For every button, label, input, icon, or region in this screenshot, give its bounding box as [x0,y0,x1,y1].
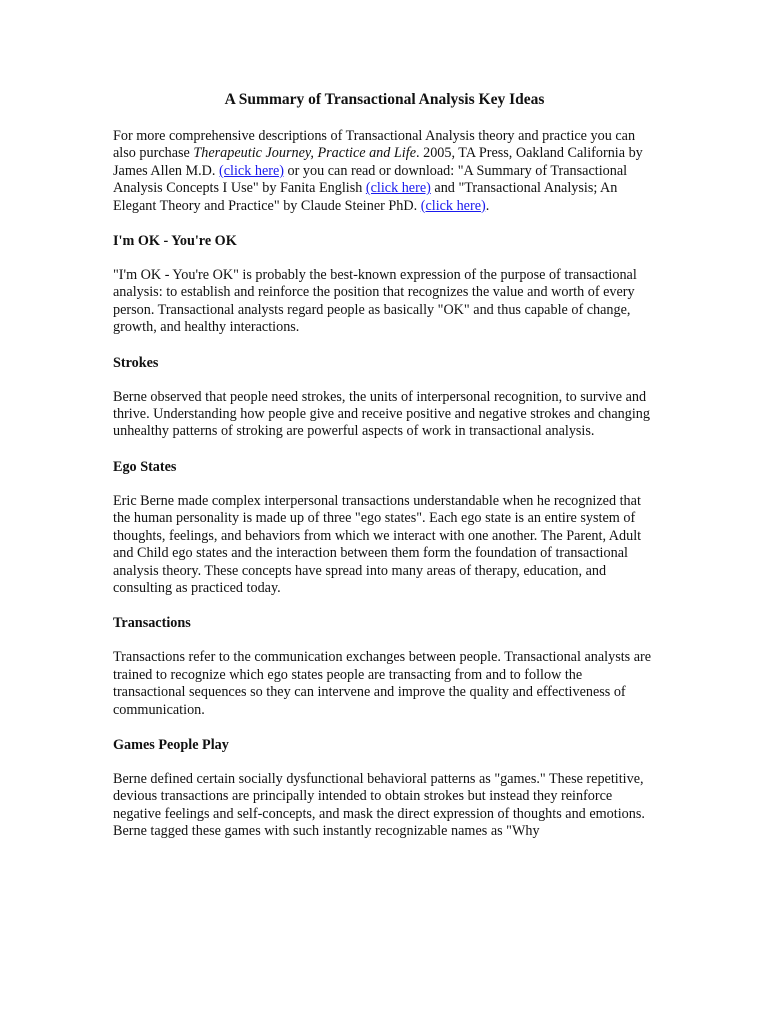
section-heading-strokes: Strokes [113,354,159,371]
click-here-link-steiner[interactable]: (click here) [420,197,486,214]
intro-paragraph [113,128,656,215]
document-title: A Summary of Transactional Analysis Key Ideas [224,91,545,108]
section-body-ego-states: Eric Berne made complex interpersonal transactions understandable when he recognized that the human personality is made up of three "ego states". Each ego state is an entire system of thoughts, feelings, and behaviors from which we interact with one another. The Parent, Adult and Child ego states and the interaction between them form the foundation of transactional analysis theory. These concepts have spread into many areas of therapy, education, and consulting as practiced today. [113,492,642,596]
intro-text-4: and "Transactional Analysis; An Elegant Theory and Practice" by Claude Steiner PhD. [113,180,618,214]
section-body-strokes: Berne observed that people need strokes, the units of interpersonal recognition, to survive and thrive. Understanding how people give and receive positive and negative strokes and changing unhealthy patterns of stroking are powerful aspects of work in transactional analysis. [113,388,650,440]
intro-text-5: . [485,197,490,214]
section-body-im-ok: "I'm OK - You're OK" is probably the best-known expression of the purpose of transactional analysis: to establish and reinforce the position that recognizes the value and worth of every person. Transactional analysts regard people as basically "OK" and thus capable of change, growth, and healthy interactions. [113,267,637,336]
section-body-transactions: Transactions refer to the communication exchanges between people. Transactional analysts are trained to recognize which ego states people are transacting from and to follow the transactional sequences so they can intervene and improve the quality and effectiveness of communication. [113,649,652,718]
click-here-link-allen[interactable]: (click here) [219,162,284,179]
section-heading-transactions: Transactions [113,615,191,632]
section-heading-games: Games People Play [113,736,229,753]
section-heading-im-ok: I'm OK - You're OK [113,233,237,250]
section-heading-ego-states: Ego States [113,458,177,475]
click-here-link-english[interactable]: (click here) [365,180,431,197]
intro-text-1: For more comprehensive descriptions of Transactional Analysis theory and practice you can also purchase [113,128,636,162]
intro-text-2: . 2005, TA Press, Oakland California by James Allen M.D. [113,145,643,179]
section-body-games: Berne defined certain socially dysfunctional behavioral patterns as "games." These repetitive, devious transactions are principally intended to obtain strokes but instead they reinforce negative feelings and self-concepts, and mask the direct expression of thoughts and emotions. Berne tagged these games with such instantly recognizable names as "Why [113,770,645,840]
book-title: Therapeutic Journey, Practice and Life [193,145,416,162]
intro-text-3: or you can read or download: "A Summary of Transactional Analysis Concepts I Use" by Fanita English [113,162,628,197]
